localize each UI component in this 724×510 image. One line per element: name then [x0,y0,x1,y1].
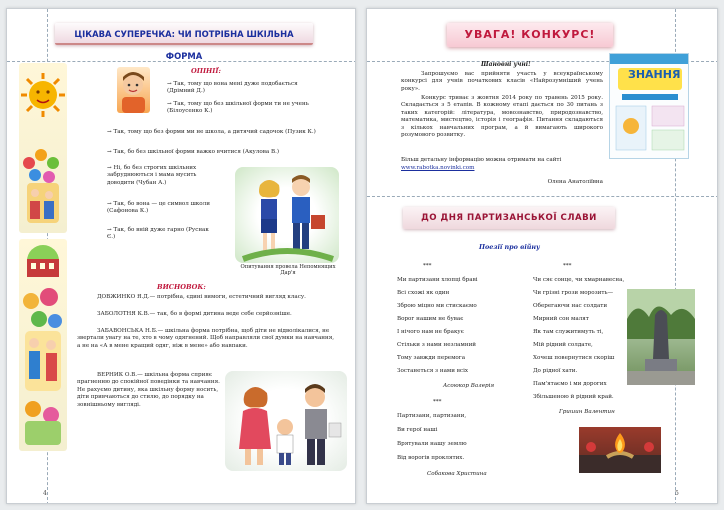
poem-2-author: Гришин Валентин [559,409,615,415]
family-cartoon [225,371,347,471]
poem-line: Мій рідний солдате, [533,342,593,348]
poem-stars: *** [423,263,432,269]
right-page [366,8,718,504]
poem-line: Ви герої наші [397,427,438,433]
poem-line: Врятували нашу землю [397,441,467,447]
monument-photo [627,289,695,385]
quote-2: → Так, тому що без шкільної форми ти не учень (Білоусенко К.) [167,101,309,115]
contest-heading: Шановні учні! [481,61,531,68]
poem-1-author: Асоюкор Валерія [443,383,495,389]
list-item: → Так, бо без шкільної форми важко вчитися (Акулова В.) [107,149,280,155]
poem-line: Як там служитимуть ті, [533,329,604,335]
contest-paragraph: Більш детальну інформацію можна отримати на сайті [401,157,562,163]
poem-line: І нічого нам не бракує [397,329,464,335]
poem-line: Зостанеться з нами всіх [397,368,469,374]
poem-line: Ми партизани хлопці браві [397,277,478,283]
poem-line: Зброю міцно ми стискаємо [397,303,477,309]
page-number-right: 5 [675,490,679,497]
eternal-flame-photo [579,427,661,473]
pupils-picture [235,167,339,263]
quote-1: → Так, тому що вона мені дуже подобається (Дрімний Д.) [167,81,298,95]
left-page [6,8,356,504]
poem-line: Мирний сон малят [533,316,589,322]
list-item: → Так, бо вній дуже гарно (Руснак Є.) [107,227,209,241]
poem-line: До рідної хати. [533,368,578,374]
boy-photo [117,67,150,113]
opinions-heading: ОПІНІЇ: [191,67,221,75]
survey-caption: Опитування провела Непомнящих Дар'я [240,264,336,276]
contest-signature: Олена Анатоліївна [547,179,603,185]
partisan-banner-title: ДО ДНЯ ПАРТИЗАНСЬКОЇ СЛАВИ [403,207,615,229]
poem-line: Хочеш повернутися скоріш [533,355,615,361]
thought-paragraph: ДОВЖИНКО Я.Д.— потрібна, єдині вимоги, естетичний вигляд класу. [97,294,306,300]
left-banner-title: ЦІКАВА СУПЕРЕЧКА: ЧИ ПОТРІБНА ШКІЛЬНА ФОРМА [55,23,313,45]
poems-heading: Поезії про війну [479,243,540,251]
thoughts-heading: ВИСНОВОК: [157,283,206,291]
contest-paragraph: Конкурс триває з жовтня 2014 року по травень 2015 року. Складається з 5 етапів. В кожному етапі дається по 30 питань з таких категорій: література, мовознавство, природознавство, математика, мистецтво, історія і географія. Питання складаються з кількох навчальних програм, а й вимагають широкого розумового розвитку. [401,95,603,139]
thought-paragraph: ЗАБАВОНСЬКА Н.Б.— шкільна форма потрібна, щоб діти не відволікалися, не звертали увагу на те, хто в чому одягнений. Щоб направляли свої думки на навчання, а не на «А в мене кращий одяг, ніж в мене» або навпаки. [77,328,335,349]
thought-paragraph: ВЕРНИК О.В.— шкільна форма сприяє прагненню до спокійної поведінки та навчання. Не рахуємо дитину, яка шкільну форму носить, діти привчаються до стилю, до порядку на зовнішньому вигляді. [77,372,220,408]
school-kids-picture [19,239,67,451]
poem-line: Пам'ятаємо і ми дорогих [533,381,607,387]
contest-banner-title: УВАГА! КОНКУРС! [447,23,613,47]
poem-line: Збільшеною й рідний край. [533,394,614,400]
poem-line: Від ворогів проклятих. [397,455,465,461]
contest-poster [609,53,689,159]
poem-line: Тому завжди перемога [397,355,466,361]
list-item: → Так, тому що без форми ми не школа, а дитячий садочок (Пузик К.) [107,129,316,135]
poem-line: Всі схожі як один [397,290,450,296]
poem-stars: *** [433,399,442,405]
list-item: → Ні, бо без строгих шкільних забруднюються і мама мусить доводити (Чубан А.) [107,165,197,186]
poem-line: Чи сяє сонце, чи хмарнавесна, [533,277,625,283]
poem-line: Партизани, партизани, [397,413,467,419]
poem-line: Оберегаючи нас солдати [533,303,608,309]
poem-line: Ворог нашим не буває [397,316,464,322]
list-item: → Так, бо вона — це символ школи (Сафонова К.) [107,201,210,215]
poem-line: Стільки з нами незламний [397,342,477,348]
guide-line [367,196,718,197]
poem-3-author: Собакова Христина [427,471,487,477]
contest-paragraph: Запрошуємо вас прийняти участь у всеукраїнському конкурсі для учнів початкових класів «Найрозумніший учень року». [401,71,603,92]
poem-line: Чи грізні грози морозить— [533,290,614,296]
page-number-left: 4 [43,490,47,497]
contest-link[interactable]: www.rabotka.novinki.com [401,165,475,171]
poem-stars: *** [563,263,572,269]
sun-kids-picture [19,63,67,233]
poster-title: ЗНАННЯ [628,68,681,81]
thought-paragraph: ЗАБОЛОТНЯ К.В.— так, бо в формі дитина веде себе серйозніше. [97,311,292,317]
